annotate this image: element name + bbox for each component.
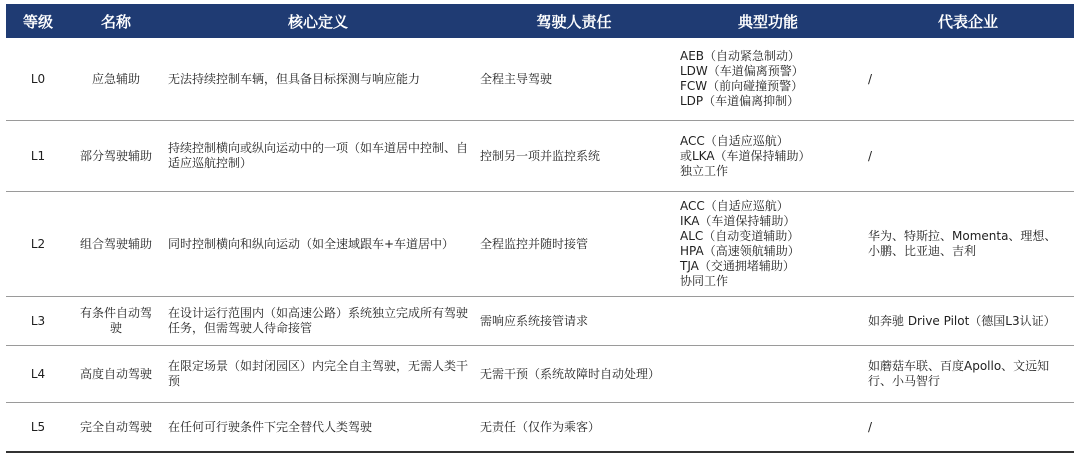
responsibility-cell: 全程监控并随时接管 [474, 192, 674, 297]
companies-cell: 华为、特斯拉、Momenta、理想、小鹏、比亚迪、吉利 [862, 192, 1074, 297]
header-companies: 代表企业 [862, 4, 1074, 38]
level-cell: L4 [6, 346, 70, 403]
level-cell: L1 [6, 121, 70, 192]
function-item: ACC（自适应巡航） [680, 133, 789, 148]
companies-cell: / [862, 38, 1074, 121]
functions-cell [674, 121, 862, 192]
definition-cell: 在设计运行范围内（如高速公路）系统独立完成所有驾驶任务，但需驾驶人待命接管 [162, 297, 474, 346]
function-item: ALC（自动变道辅助） [680, 229, 800, 243]
function-item: 或LKA（车道保持辅助） [680, 148, 811, 163]
responsibility-cell: 需响应系统接管请求 [474, 297, 674, 346]
functions-cell [674, 346, 862, 403]
table-row [6, 346, 1074, 403]
responsibility-cell: 全程主导驾驶 [474, 38, 674, 121]
table-container [6, 4, 1074, 453]
header-definition: 核心定义 [162, 4, 474, 38]
level-cell: L2 [6, 192, 70, 297]
name-cell: 部分驾驶辅助 [70, 121, 162, 192]
name-cell: 组合驾驶辅助 [70, 192, 162, 297]
function-item: 独立工作 [680, 163, 729, 178]
header-name: 名称 [70, 4, 162, 38]
functions-cell [674, 192, 862, 297]
table-row [6, 297, 1074, 346]
table-row [6, 403, 1074, 453]
functions-cell [674, 297, 862, 346]
function-item: HPA（高速领航辅助） [680, 244, 800, 258]
name-cell: 应急辅助 [70, 38, 162, 121]
responsibility-cell: 控制另一项并监控系统 [474, 121, 674, 192]
function-item: LDP（车道偏离抑制） [680, 94, 800, 108]
name-cell: 有条件自动驾驶 [70, 297, 162, 346]
function-item: TJA（交通拥堵辅助） [680, 259, 795, 273]
level-cell: L3 [6, 297, 70, 346]
function-item: LDW（车道偏离预警） [680, 64, 804, 78]
table-row [6, 192, 1074, 297]
companies-cell: / [862, 121, 1074, 192]
functions-cell [674, 403, 862, 453]
definition-cell: 无法持续控制车辆，但具备目标探测与响应能力 [162, 38, 474, 121]
definition-cell: 在限定场景（如封闭园区）内完全自主驾驶，无需人类干预 [162, 346, 474, 403]
companies-cell: / [862, 403, 1074, 453]
definition-cell: 同时控制横向和纵向运动（如全速域跟车+车道居中） [162, 192, 474, 297]
header-responsibility: 驾驶人责任 [474, 4, 674, 38]
table-row [6, 121, 1074, 192]
table-row [6, 38, 1074, 121]
functions-cell [674, 38, 862, 121]
function-item: FCW（前向碰撞预警） [680, 79, 804, 93]
definition-cell: 持续控制横向或纵向运动中的一项（如车道居中控制、自适应巡航控制） [162, 121, 474, 192]
companies-cell: 如蘑菇车联、百度Apollo、文远知行、小马智行 [862, 346, 1074, 403]
name-cell: 完全自动驾驶 [70, 403, 162, 453]
name-cell: 高度自动驾驶 [70, 346, 162, 403]
level-cell: L0 [6, 38, 70, 121]
function-item: IKA（车道保持辅助） [680, 214, 796, 228]
function-item: 协同工作 [680, 274, 729, 288]
level-cell: L5 [6, 403, 70, 453]
responsibility-cell: 无责任（仅作为乘客） [474, 403, 674, 453]
autonomy-levels-table [6, 4, 1074, 453]
header-level: 等级 [6, 4, 70, 38]
companies-cell: 如奔驰 Drive Pilot（德国L3认证） [862, 297, 1074, 346]
function-item: AEB（自动紧急制动） [680, 49, 801, 63]
function-item: ACC（自适应巡航） [680, 199, 789, 213]
responsibility-cell: 无需干预（系统故障时自动处理） [474, 346, 674, 403]
header-functions: 典型功能 [674, 4, 862, 38]
header-row [6, 4, 1074, 38]
definition-cell: 在任何可行驶条件下完全替代人类驾驶 [162, 403, 474, 453]
